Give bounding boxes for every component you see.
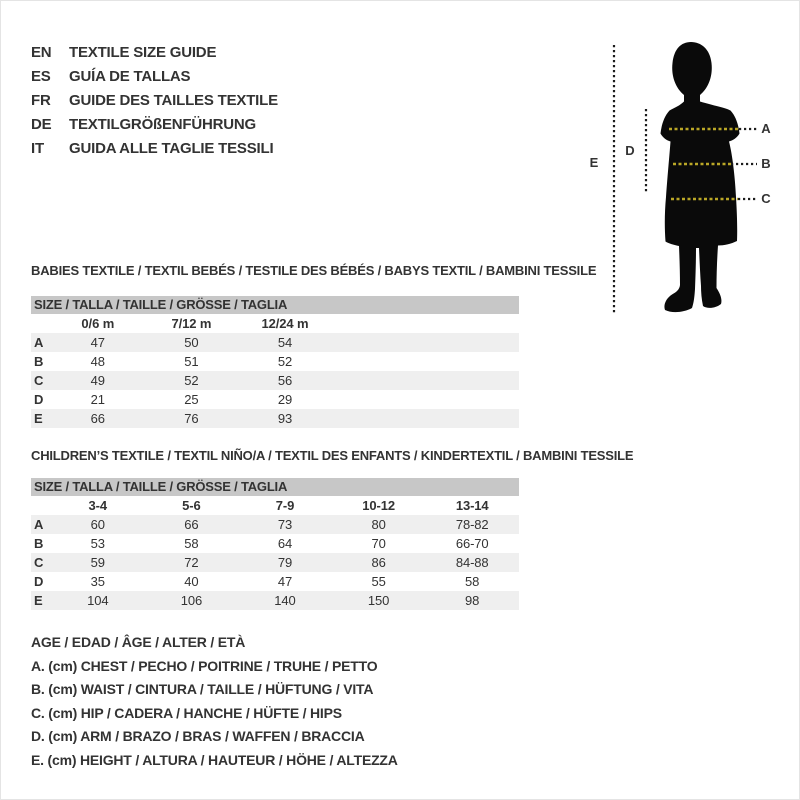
table-cell: 59 xyxy=(90,555,105,570)
table-row xyxy=(31,572,519,591)
table-cell xyxy=(425,371,519,390)
table-row xyxy=(31,515,519,534)
table-cell: 49 xyxy=(90,373,105,388)
children-section-title: CHILDREN’S TEXTILE / TEXTIL NIÑO/A / TEXTIL DES ENFANTS / KINDERTEXTIL / BAMBINI TESSILE xyxy=(31,448,634,463)
legend-line-waist: B. (cm) WAIST / CINTURA / TAILLE / HÜFTUNG / VITA xyxy=(31,681,374,698)
measure-label-a: A xyxy=(761,121,771,136)
measure-label-e: E xyxy=(589,155,599,170)
table-cell xyxy=(425,409,519,428)
guide-title: TEXTILGRÖßENFÜHRUNG xyxy=(69,116,257,133)
legend-line-chest: A. (cm) CHEST / PECHO / POITRINE / TRUHE / PETTO xyxy=(31,657,378,674)
row-label: D xyxy=(34,574,44,589)
measure-label-d: D xyxy=(625,143,635,158)
table-cell: 106 xyxy=(180,593,203,608)
row-label: A xyxy=(34,517,44,532)
table-cell: 52 xyxy=(277,354,293,369)
children-size-table xyxy=(31,478,519,610)
table-cell: 76 xyxy=(184,411,199,426)
table-cell: 78-82 xyxy=(455,517,489,532)
table-cell: 60 xyxy=(90,517,105,532)
table-cell: 47 xyxy=(277,574,293,589)
column-header-row xyxy=(31,496,519,515)
table-row xyxy=(31,409,519,428)
table-header-bar xyxy=(31,478,519,496)
table-cell xyxy=(425,333,519,352)
table-cell xyxy=(332,371,426,390)
row-label xyxy=(31,314,51,333)
column-header xyxy=(425,314,519,333)
table-cell xyxy=(332,390,426,409)
table-cell: 50 xyxy=(184,335,199,350)
table-cell: 47 xyxy=(90,335,105,350)
row-label: E xyxy=(34,411,43,426)
table-cell xyxy=(425,390,519,409)
language-code: EN xyxy=(31,44,52,61)
column-header: 12/24 m xyxy=(261,316,309,331)
list-item xyxy=(31,65,278,89)
legend-line-hip: C. (cm) HIP / CADERA / HANCHE / HÜFTE / HIPS xyxy=(31,704,342,721)
table-cell: 29 xyxy=(277,392,293,407)
legend-line-age: AGE / EDAD / ÂGE / ALTER / ETÀ xyxy=(31,634,246,650)
table-cell: 70 xyxy=(371,536,386,551)
child-silhouette xyxy=(661,42,740,312)
size-header-label: SIZE / TALLA / TAILLE / GRÖSSE / TAGLIA xyxy=(34,297,288,312)
table-row xyxy=(31,333,519,352)
table-row xyxy=(31,371,519,390)
table-cell: 93 xyxy=(277,411,293,426)
language-code: ES xyxy=(31,68,51,85)
language-title-list xyxy=(31,41,278,161)
table-cell: 54 xyxy=(277,335,293,350)
column-header-row xyxy=(31,314,519,333)
list-item xyxy=(31,137,278,161)
column-header: 13-14 xyxy=(455,498,489,513)
column-header: 5-6 xyxy=(182,498,201,513)
child-silhouette-path xyxy=(661,42,740,312)
table-row xyxy=(31,534,519,553)
table-cell: 140 xyxy=(274,593,296,608)
language-code: IT xyxy=(31,140,44,157)
list-item xyxy=(31,113,278,137)
row-label: E xyxy=(34,593,43,608)
table-cell: 150 xyxy=(367,593,390,608)
table-row xyxy=(31,591,519,610)
measure-label-b: B xyxy=(761,156,771,171)
table-row xyxy=(31,553,519,572)
row-label: B xyxy=(34,354,44,369)
table-cell: 86 xyxy=(371,555,386,570)
table-cell xyxy=(332,409,426,428)
guide-title: GUIDE DES TAILLES TEXTILE xyxy=(69,92,278,109)
guide-title: TEXTILE SIZE GUIDE xyxy=(69,44,217,61)
table-cell: 35 xyxy=(90,574,105,589)
table-cell: 56 xyxy=(277,373,293,388)
column-header: 7-9 xyxy=(275,498,295,513)
table-row xyxy=(31,390,519,409)
table-cell: 66 xyxy=(90,411,105,426)
row-label: A xyxy=(34,335,44,350)
babies-section-title: BABIES TEXTILE / TEXTIL BEBÉS / TESTILE DES BÉBÉS / BABYS TEXTIL / BAMBINI TESSILE xyxy=(31,263,597,278)
measurement-legend xyxy=(31,631,398,773)
table-cell: 98 xyxy=(465,593,480,608)
table-cell: 58 xyxy=(184,536,199,551)
table-row xyxy=(31,352,519,371)
table-cell: 51 xyxy=(184,354,199,369)
table-cell xyxy=(332,333,426,352)
legend-line-arm: D. (cm) ARM / BRAZO / BRAS / WAFFEN / BRACCIA xyxy=(31,728,365,745)
column-header: 3-4 xyxy=(88,498,108,513)
list-item xyxy=(31,89,278,113)
table-cell: 64 xyxy=(277,536,293,551)
row-label: B xyxy=(34,536,44,551)
table-cell xyxy=(425,352,519,371)
table-header-bar xyxy=(31,296,519,314)
size-header-label: SIZE / TALLA / TAILLE / GRÖSSE / TAGLIA xyxy=(34,479,288,494)
table-cell: 25 xyxy=(184,392,199,407)
table-cell: 73 xyxy=(277,517,293,532)
table-cell: 79 xyxy=(277,555,293,570)
column-header: 10-12 xyxy=(362,498,395,513)
table-cell: 21 xyxy=(90,392,105,407)
table-cell: 66 xyxy=(184,517,199,532)
table-cell: 104 xyxy=(87,593,109,608)
column-header: 7/12 m xyxy=(171,316,212,331)
table-cell: 80 xyxy=(371,517,386,532)
language-code: FR xyxy=(31,92,51,109)
table-cell xyxy=(332,352,426,371)
row-label: C xyxy=(34,373,44,388)
guide-title: GUIDA ALLE TAGLIE TESSILI xyxy=(69,140,274,157)
table-cell: 48 xyxy=(90,354,105,369)
table-cell: 84-88 xyxy=(455,555,489,570)
table-cell: 66-70 xyxy=(455,536,489,551)
table-cell: 55 xyxy=(371,574,386,589)
child-silhouette-figure xyxy=(581,29,800,329)
measure-label-c: C xyxy=(761,191,771,206)
table-cell: 52 xyxy=(184,373,199,388)
table-cell: 40 xyxy=(184,574,199,589)
column-header: 0/6 m xyxy=(81,316,115,331)
table-cell: 53 xyxy=(90,536,105,551)
row-label xyxy=(31,496,51,515)
column-header xyxy=(332,314,426,333)
table-cell: 72 xyxy=(184,555,199,570)
guide-title: GUÍA DE TALLAS xyxy=(69,68,191,85)
language-code: DE xyxy=(31,116,52,133)
table-cell: 58 xyxy=(465,574,480,589)
list-item xyxy=(31,41,278,65)
row-label: D xyxy=(34,392,44,407)
legend-line-height: E. (cm) HEIGHT / ALTURA / HAUTEUR / HÖHE / ALTEZZA xyxy=(31,751,398,768)
babies-size-table xyxy=(31,296,519,428)
row-label: C xyxy=(34,555,44,570)
